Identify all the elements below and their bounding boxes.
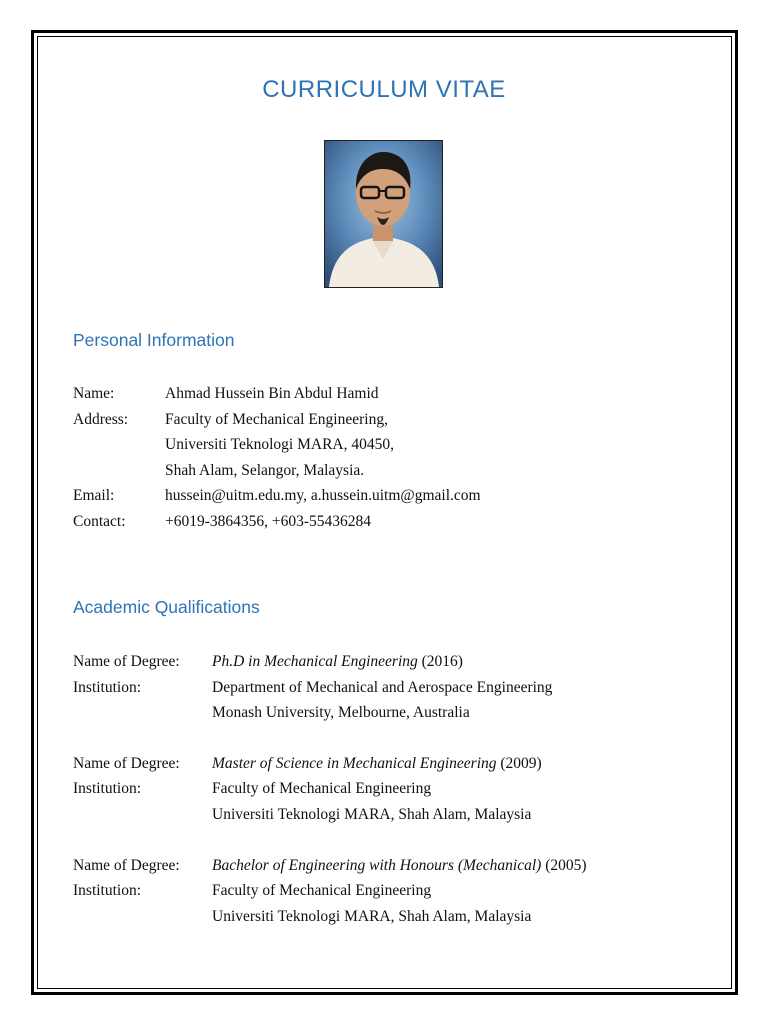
degree-year: (2005) bbox=[545, 857, 587, 874]
profile-photo bbox=[324, 140, 443, 288]
address-line-2: Universiti Teknologi MARA, 40450, bbox=[165, 436, 394, 453]
address-line-1: Faculty of Mechanical Engineering, bbox=[165, 411, 388, 428]
institution-line-1: Faculty of Mechanical Engineering bbox=[212, 882, 432, 899]
institution-line-1: Faculty of Mechanical Engineering bbox=[212, 780, 432, 797]
contact-value: +6019-3864356, +603-55436284 bbox=[165, 513, 372, 530]
degree-value bbox=[212, 858, 587, 874]
name-value: Ahmad Hussein Bin Abdul Hamid bbox=[165, 385, 379, 402]
degree-year: (2016) bbox=[421, 653, 463, 670]
institution-label: Institution: bbox=[73, 780, 142, 797]
email-value: hussein@uitm.edu.my, a.hussein.uitm@gmail.com bbox=[165, 487, 481, 504]
academic-heading: Academic Qualifications bbox=[73, 597, 260, 617]
institution-label: Institution: bbox=[73, 882, 142, 899]
degree-name: Ph.D in Mechanical Engineering bbox=[212, 653, 418, 670]
portrait-image bbox=[325, 141, 442, 287]
degree-year: (2009) bbox=[500, 755, 542, 772]
contact-label: Contact: bbox=[73, 513, 126, 530]
degree-value bbox=[212, 654, 463, 670]
email-label: Email: bbox=[73, 487, 115, 504]
degree-name: Master of Science in Mechanical Engineering bbox=[212, 755, 497, 772]
degree-value bbox=[212, 756, 542, 772]
address-line-3: Shah Alam, Selangor, Malaysia. bbox=[165, 462, 365, 479]
institution-line-2: Universiti Teknologi MARA, Shah Alam, Malaysia bbox=[212, 806, 532, 823]
personal-info-heading: Personal Information bbox=[73, 330, 235, 350]
name-label: Name: bbox=[73, 385, 115, 402]
institution-line-2: Monash University, Melbourne, Australia bbox=[212, 704, 470, 721]
institution-label: Institution: bbox=[73, 679, 142, 696]
degree-label: Name of Degree: bbox=[73, 653, 180, 670]
institution-line-2: Universiti Teknologi MARA, Shah Alam, Malaysia bbox=[212, 908, 532, 925]
document-title: CURRICULUM VITAE bbox=[262, 76, 506, 103]
degree-name: Bachelor of Engineering with Honours (Mechanical) bbox=[212, 857, 542, 874]
degree-label: Name of Degree: bbox=[73, 755, 180, 772]
degree-label: Name of Degree: bbox=[73, 857, 180, 874]
address-label: Address: bbox=[73, 411, 129, 428]
institution-line-1: Department of Mechanical and Aerospace Engineering bbox=[212, 679, 553, 696]
